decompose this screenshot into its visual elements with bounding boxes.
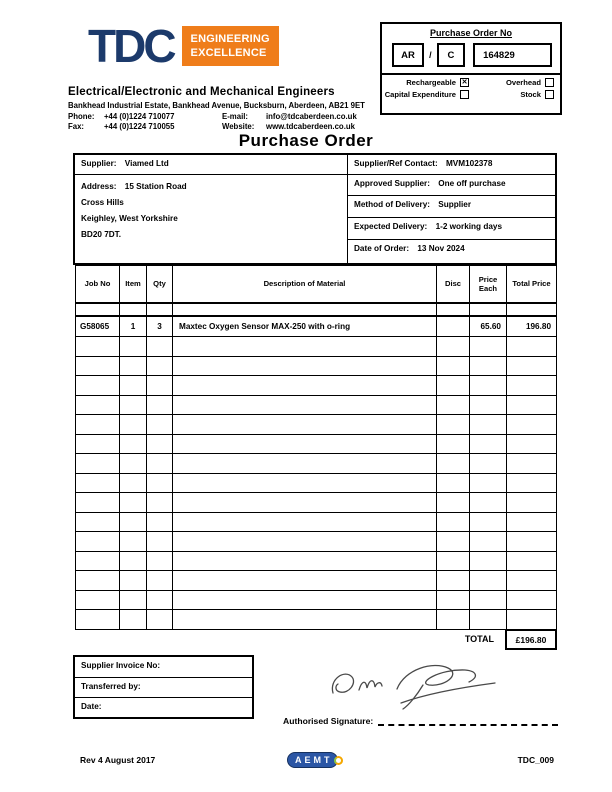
cell-job_no: [76, 610, 120, 630]
expected-delivery-cell: [348, 218, 555, 240]
cell-qty: [147, 415, 173, 435]
cell-qty: [147, 454, 173, 474]
cell-description: [173, 571, 437, 591]
aemt-swirl-icon: [334, 756, 343, 765]
cell-description: [173, 590, 437, 610]
address-label: Address:: [81, 182, 117, 191]
empty-row: [76, 395, 557, 415]
supplier-name: Viamed Ltd: [124, 159, 169, 168]
delivery-method-cell: [348, 196, 555, 218]
empty-row: [76, 571, 557, 591]
po-separator: /: [429, 50, 432, 60]
cell-qty: [147, 571, 173, 591]
cell-job_no: [76, 571, 120, 591]
cell-description: [173, 356, 437, 376]
cell-disc: [437, 473, 470, 493]
cell-price_each: [470, 356, 507, 376]
cell-disc: [437, 532, 470, 552]
items-table-body: [76, 303, 557, 630]
cell-description: [173, 512, 437, 532]
cell-job_no: [76, 454, 120, 474]
cell-disc: [437, 303, 470, 316]
empty-row: [76, 376, 557, 396]
cell-item: [120, 415, 147, 435]
stock-checkbox[interactable]: [545, 90, 554, 99]
cell-description: [173, 493, 437, 513]
checkbox-cell: [469, 78, 554, 87]
company-contact-block: [68, 112, 388, 131]
checkbox-cell: [384, 78, 469, 87]
cell-price_each: [470, 473, 507, 493]
cell-item: [120, 571, 147, 591]
cell-item: [120, 590, 147, 610]
cell-total_price: [507, 454, 557, 474]
tagline-line2: EXCELLENCE: [190, 47, 267, 59]
checkbox-label: Overhead: [505, 78, 541, 87]
expected-delivery-label: Expected Delivery:: [354, 222, 428, 231]
aemt-logo-text: AEMT: [287, 752, 338, 768]
company-subtitle: Electrical/Electronic and Mechanical Engineers: [68, 86, 335, 98]
supplier-name-cell: [75, 155, 348, 175]
cell-job_no: [76, 551, 120, 571]
cell-job_no: [76, 532, 120, 552]
empty-row: [76, 454, 557, 474]
po-code-field[interactable]: C: [437, 43, 465, 67]
cell-item: [120, 395, 147, 415]
cell-item: [120, 473, 147, 493]
signature-scribble: [305, 655, 525, 713]
cell-job_no: [76, 415, 120, 435]
cell-description: [173, 434, 437, 454]
contact-label: Supplier/Ref Contact:: [354, 159, 438, 168]
cell-total_price: [507, 512, 557, 532]
empty-row: [76, 356, 557, 376]
supplier-contact-cell: [348, 155, 555, 175]
cell-price_each: [470, 415, 507, 435]
cell-item: [120, 512, 147, 532]
cell-total_price: [507, 434, 557, 454]
email-value: info@tdcaberdeen.co.uk: [266, 112, 357, 121]
website-value: www.tdcaberdeen.co.uk: [266, 121, 355, 131]
supplier-label: Supplier:: [81, 159, 117, 168]
cell-total_price: [507, 303, 557, 316]
footer-doc-code: TDC_009: [517, 755, 554, 765]
address-line3: Keighley, West Yorkshire: [81, 214, 178, 223]
order-date-value: 13 Nov 2024: [417, 244, 465, 253]
cell-qty: 3: [147, 316, 173, 337]
cell-job_no: [76, 303, 120, 316]
cell-qty: [147, 356, 173, 376]
date-field[interactable]: Date:: [75, 697, 252, 717]
cell-disc: [437, 316, 470, 337]
cell-disc: [437, 454, 470, 474]
overhead-checkbox[interactable]: [545, 78, 554, 87]
cell-qty: [147, 303, 173, 316]
address-line1: 15 Station Road: [124, 182, 187, 191]
cell-description: [173, 473, 437, 493]
expected-delivery-value: 1-2 working days: [435, 222, 502, 231]
fax-label: Fax:: [68, 121, 85, 131]
cell-job_no: [76, 395, 120, 415]
cell-item: [120, 493, 147, 513]
cell-total_price: [507, 610, 557, 630]
cell-disc: [437, 512, 470, 532]
column-header: Total Price: [507, 266, 557, 303]
approved-supplier-label: Approved Supplier:: [354, 179, 430, 188]
cell-price_each: [470, 395, 507, 415]
page-title: Purchase Order: [238, 131, 374, 150]
cell-qty: [147, 337, 173, 357]
cell-description: [173, 454, 437, 474]
total-label: TOTAL: [464, 634, 494, 644]
delivery-method-label: Method of Delivery:: [354, 200, 430, 209]
cell-job_no: [76, 473, 120, 493]
cell-job_no: [76, 376, 120, 396]
cell-price_each: [470, 454, 507, 474]
empty-row: [76, 590, 557, 610]
empty-row: [76, 493, 557, 513]
cell-description: [173, 337, 437, 357]
cell-disc: [437, 590, 470, 610]
cell-total_price: [507, 337, 557, 357]
cell-job_no: [76, 434, 120, 454]
cell-item: [120, 376, 147, 396]
cell-total_price: [507, 473, 557, 493]
cell-qty: [147, 512, 173, 532]
cell-description: [173, 610, 437, 630]
cell-job_no: [76, 590, 120, 610]
cell-total_price: [507, 376, 557, 396]
column-header: Job No: [76, 266, 120, 303]
cell-job_no: G58065: [76, 316, 120, 337]
cell-description: [173, 303, 437, 316]
cell-price_each: [470, 434, 507, 454]
cell-total_price: [507, 415, 557, 435]
cell-price_each: [470, 532, 507, 552]
cell-price_each: [470, 590, 507, 610]
empty-row: [76, 610, 557, 630]
supplier-block: [73, 153, 557, 265]
company-address: Bankhead Industrial Estate, Bankhead Avenue, Bucksburn, Aberdeen, AB21 9ET: [68, 101, 365, 110]
po-checkboxes: [382, 73, 560, 99]
cell-description: [173, 395, 437, 415]
signature-line[interactable]: [378, 717, 558, 726]
empty-row: [76, 434, 557, 454]
cell-disc: [437, 415, 470, 435]
cell-qty: [147, 532, 173, 552]
cell-total_price: [507, 356, 557, 376]
cell-disc: [437, 337, 470, 357]
cell-job_no: [76, 337, 120, 357]
empty-row: [76, 415, 557, 435]
tagline-line1: ENGINEERING: [190, 33, 270, 45]
empty-row: [76, 337, 557, 357]
cell-price_each: [470, 493, 507, 513]
capital-expenditure-checkbox[interactable]: [460, 90, 469, 99]
contact-value: MVM102378: [445, 159, 493, 168]
cell-description: Maxtec Oxygen Sensor MAX-250 with o-ring: [173, 316, 437, 337]
website-label: Website:: [222, 121, 255, 131]
po-number-box: [380, 22, 562, 115]
cell-item: [120, 610, 147, 630]
cell-item: [120, 303, 147, 316]
footer-revision: Rev 4 August 2017: [80, 755, 156, 765]
cell-item: [120, 434, 147, 454]
approved-supplier-cell: [348, 175, 555, 196]
cell-total_price: 196.80: [507, 316, 557, 337]
aemt-logo: [287, 752, 343, 768]
cell-job_no: [76, 493, 120, 513]
cell-qty: [147, 551, 173, 571]
cell-item: [120, 551, 147, 571]
cell-total_price: [507, 395, 557, 415]
order-date-label: Date of Order:: [354, 244, 410, 253]
cell-item: [120, 532, 147, 552]
cell-disc: [437, 551, 470, 571]
phone-value: +44 (0)1224 710077: [104, 112, 175, 121]
cell-total_price: [507, 493, 557, 513]
column-header: Qty: [147, 266, 173, 303]
cell-qty: [147, 395, 173, 415]
cell-qty: [147, 473, 173, 493]
tdc-logo: [88, 20, 279, 72]
cell-description: [173, 415, 437, 435]
po-box-title: Purchase Order No: [429, 28, 513, 38]
authorised-signature-label: Authorised Signature:: [283, 716, 374, 726]
transferred-by-field[interactable]: Transferred by:: [75, 677, 252, 697]
column-header: Description of Material: [173, 266, 437, 303]
cell-price_each: [470, 376, 507, 396]
tdc-logo-tagline: [182, 26, 279, 66]
cell-total_price: [507, 551, 557, 571]
cell-disc: [437, 610, 470, 630]
supplier-address-cell: [75, 175, 348, 263]
cell-item: [120, 337, 147, 357]
item-row: [76, 316, 557, 337]
office-use-box: [73, 655, 254, 719]
empty-row: [76, 551, 557, 571]
po-number-field[interactable]: 164829: [473, 43, 552, 67]
cell-item: [120, 454, 147, 474]
cell-description: [173, 551, 437, 571]
cell-price_each: [470, 571, 507, 591]
checkbox-cell: [384, 90, 469, 99]
cell-price_each: 65.60: [470, 316, 507, 337]
spacer-row: [76, 303, 557, 316]
po-prefix-field[interactable]: AR: [392, 43, 424, 67]
cell-disc: [437, 395, 470, 415]
cell-qty: [147, 434, 173, 454]
authorised-signature-row: [283, 716, 558, 726]
approved-supplier-value: One off purchase: [438, 179, 506, 188]
cell-price_each: [470, 303, 507, 316]
cell-disc: [437, 493, 470, 513]
cell-job_no: [76, 356, 120, 376]
cell-price_each: [470, 551, 507, 571]
checkbox-label: Stock: [520, 90, 541, 99]
cell-description: [173, 376, 437, 396]
cell-item: [120, 356, 147, 376]
items-header-row: [76, 266, 557, 303]
supplier-invoice-no-field[interactable]: Supplier Invoice No:: [81, 661, 161, 670]
column-header: Disc: [437, 266, 470, 303]
empty-row: [76, 512, 557, 532]
cell-qty: [147, 610, 173, 630]
checkbox-cell: [469, 90, 554, 99]
delivery-method-value: Supplier: [438, 200, 472, 209]
cell-qty: [147, 590, 173, 610]
cell-total_price: [507, 532, 557, 552]
cell-disc: [437, 376, 470, 396]
email-label: E-mail:: [222, 112, 248, 121]
phone-label: Phone:: [68, 112, 95, 121]
cell-disc: [437, 356, 470, 376]
cell-disc: [437, 434, 470, 454]
address-line4: BD20 7DT.: [81, 230, 122, 239]
cell-qty: [147, 493, 173, 513]
tdc-logo-text: TDC: [88, 20, 174, 72]
address-line2: Cross Hills: [81, 198, 124, 207]
checkbox-label: Capital Expenditure: [384, 90, 456, 99]
cell-price_each: [470, 337, 507, 357]
items-table: [75, 265, 557, 630]
rechargeable-checkbox[interactable]: ✕: [461, 79, 468, 86]
checkbox-label: Rechargeable: [406, 78, 456, 87]
cell-description: [173, 532, 437, 552]
cell-item: 1: [120, 316, 147, 337]
cell-qty: [147, 376, 173, 396]
total-row: [0, 629, 612, 650]
cell-job_no: [76, 512, 120, 532]
empty-row: [76, 532, 557, 552]
cell-total_price: [507, 571, 557, 591]
cell-price_each: [470, 610, 507, 630]
column-header: Price Each: [470, 266, 507, 303]
fax-value: +44 (0)1224 710055: [104, 121, 175, 131]
order-date-cell: [348, 240, 555, 263]
column-header: Item: [120, 266, 147, 303]
total-value: £196.80: [505, 629, 557, 650]
empty-row: [76, 473, 557, 493]
po-number-fields: [392, 43, 552, 67]
cell-total_price: [507, 590, 557, 610]
cell-price_each: [470, 512, 507, 532]
cell-disc: [437, 571, 470, 591]
